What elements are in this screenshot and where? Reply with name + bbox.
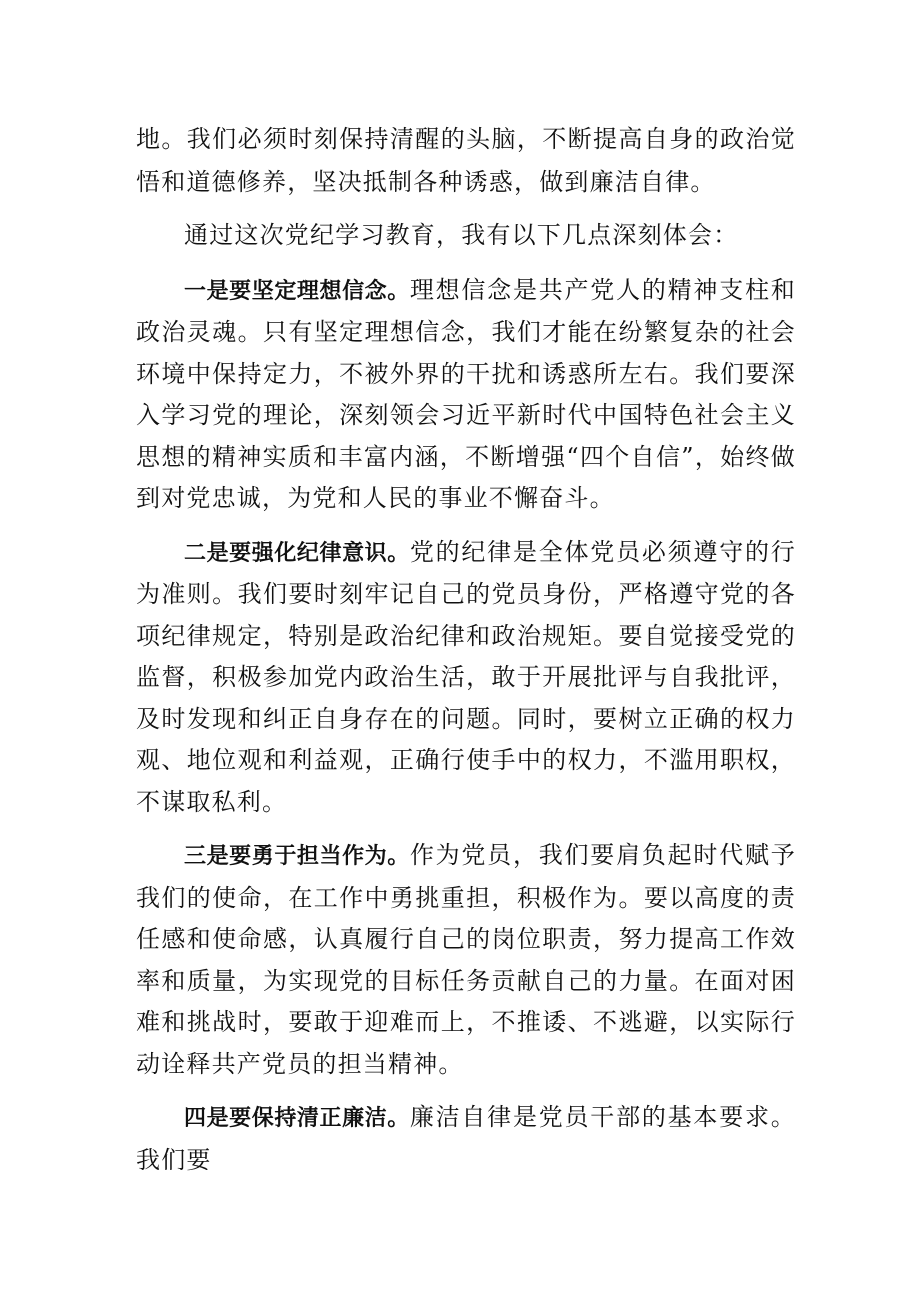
paragraph-text: 廉洁自律是党员干部的基本要求。我们要	[136, 1103, 796, 1174]
paragraph-text: 地。我们必须时刻保持清醒的头脑，不断提高自身的政治觉悟和道德修养，坚决抵制各种诱惑，做到廉洁自律。	[136, 125, 796, 196]
paragraph-continuation	[136, 119, 796, 203]
paragraph-point-3	[136, 835, 796, 1085]
paragraph-point-2	[136, 532, 796, 824]
paragraph-text: 通过这次党纪学习教育，我有以下几点深刻体会：	[184, 221, 739, 249]
paragraph-text: 党的纪律是全体党员必须遵守的行为准则。我们要时刻牢记自己的党员身份，严格遵守党的各项纪律规定，特别是政治纪律和政治规矩。要自觉接受党的监督，积极参加党内政治生活，敢于开展批评与自我批评，及时发现和纠正自身存在的问题。同时，要树立正确的权力观、地位观和利益观，正确行使手中的权力，不滥用职权，不谋取私利。	[136, 537, 796, 816]
document-body	[136, 119, 796, 1193]
paragraph-point-1	[136, 270, 796, 520]
paragraph-lead: 一是要坚定理想信念。	[184, 278, 410, 304]
paragraph-text: 理想信念是共产党人的精神支柱和政治灵魂。只有坚定理想信念，我们才能在纷繁复杂的社会环境中保持定力，不被外界的干扰和诱惑所左右。我们要深入学习党的理论，深刻领会习近平新时代中国特色社会主义思想的精神实质和丰富内涵，不断增强“四个自信”，始终做到对党忠诚，为党和人民的事业不懈奋斗。	[136, 275, 796, 512]
paragraph-lead: 二是要强化纪律意识。	[184, 540, 410, 566]
paragraph-intro	[136, 215, 796, 258]
paragraph-lead: 三是要勇于担当作为。	[184, 844, 410, 869]
paragraph-point-4	[136, 1097, 796, 1181]
paragraph-text: 作为党员，我们要肩负起时代赋予我们的使命，在工作中勇挑重担，积极作为。要以高度的责任感和使命感，认真履行自己的岗位职责，努力提高工作效率和质量，为实现党的目标任务贡献自己的力量。在面对困难和挑战时，要敢于迎难而上，不推诿、不逃避，以实际行动诠释共产党员的担当精神。	[136, 841, 796, 1078]
paragraph-lead: 四是要保持清正廉洁。	[184, 1106, 410, 1131]
